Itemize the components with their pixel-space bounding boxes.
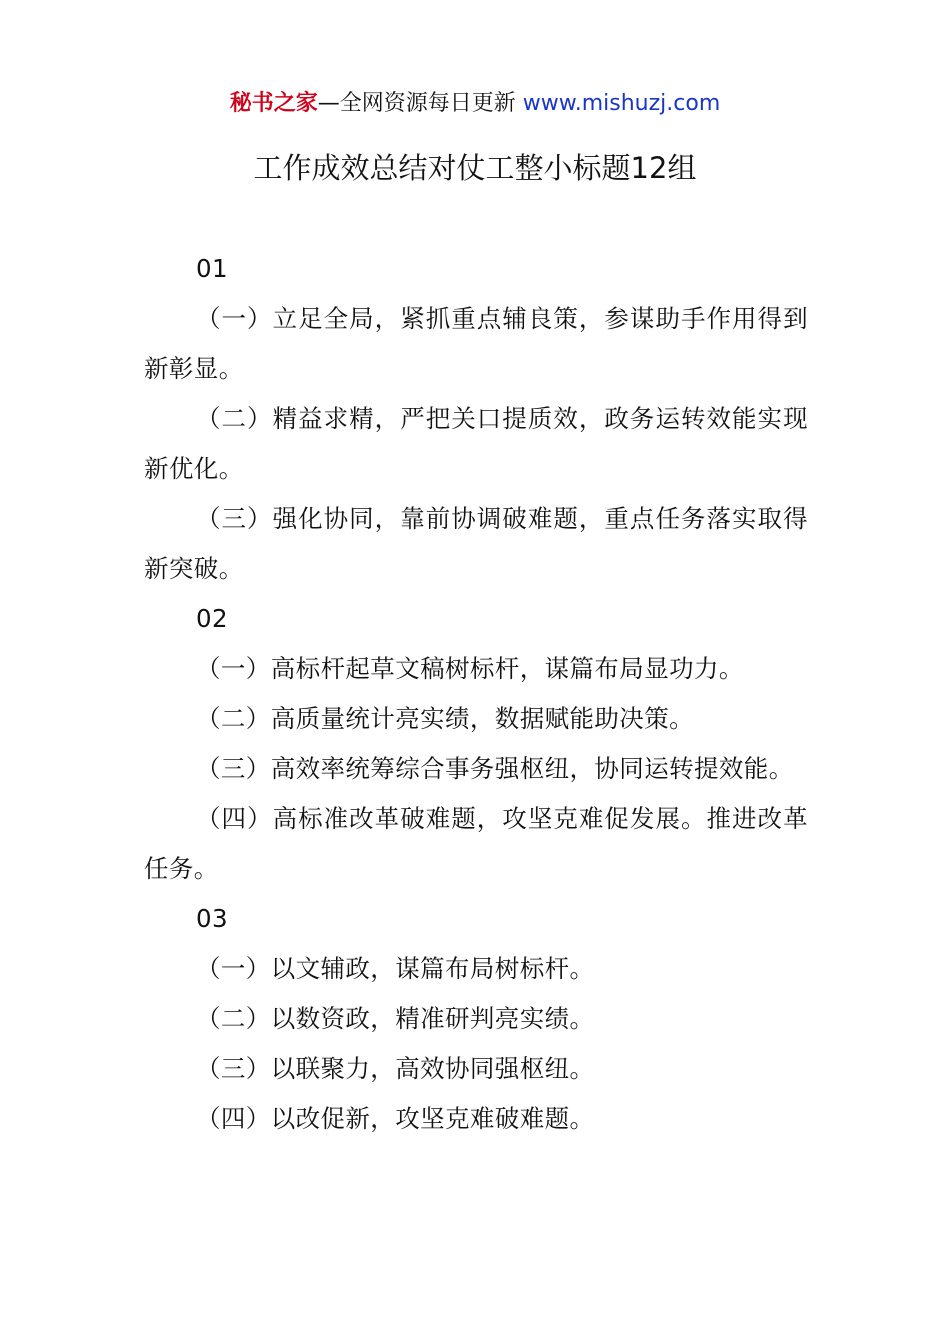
paragraph: （二）精益求精，严把关口提质效，政务运转效能实现新优化。: [144, 404, 808, 483]
brand-name: 秘书之家: [229, 91, 318, 116]
paragraph: （二）以数资政，精准研判亮实绩。: [196, 1004, 595, 1033]
paragraph: （四）以改促新，攻坚克难破难题。: [196, 1104, 595, 1133]
paragraph: （四）高标准改革破难题，攻坚克难促发展。推进改革任务。: [144, 804, 808, 883]
paragraph: （三）高效率统筹综合事务强枢纽，协同运转提效能。: [196, 754, 794, 783]
document-title: 工作成效总结对仗工整小标题12组: [253, 151, 697, 185]
group-number: 02: [196, 604, 228, 633]
paragraph: （一）以文辅政，谋篇布局树标杆。: [196, 954, 595, 983]
group-number: 03: [196, 904, 228, 933]
paragraph: （一）立足全局，紧抓重点辅良策，参谋助手作用得到新彰显。: [144, 304, 808, 383]
group-number: 01: [196, 254, 228, 283]
paragraph: （二）高质量统计亮实绩，数据赋能助决策。: [196, 704, 694, 733]
header-tagline: —全网资源每日更新: [317, 91, 523, 116]
paragraph: （三）以联聚力，高效协同强枢纽。: [196, 1054, 595, 1083]
document-body: [144, 244, 808, 1144]
paragraph: （一）高标杆起草文稿树标杆，谋篇布局显功力。: [196, 654, 744, 683]
paragraph: （三）强化协同，靠前协调破难题，重点任务落实取得新突破。: [144, 504, 808, 583]
site-url-link[interactable]: www.mishuzj.com: [522, 91, 721, 116]
site-header: [0, 88, 950, 120]
